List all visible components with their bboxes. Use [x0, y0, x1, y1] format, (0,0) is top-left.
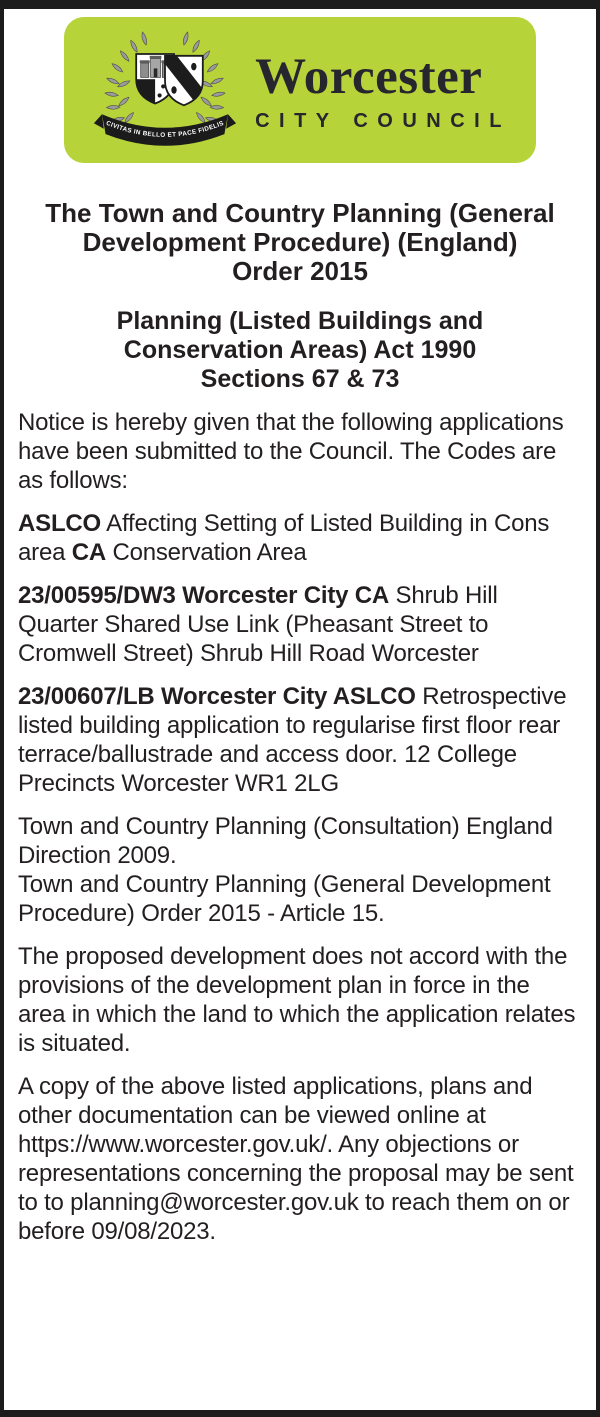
- closing-text: A copy of the above listed applications, plans and other documentation can be viewed online at https://www.worcester.gov.uk/. Any objections or representations concerning the proposal may be sent to to planning@worcester.gov.uk to reach them on or before 09/08/2023.: [18, 1073, 574, 1245]
- council-logo-card: [64, 17, 536, 163]
- legislation-paragraph: [18, 812, 582, 928]
- intro-text: Notice is hereby given that the following applications have been submitted to the Council. The Codes are as follows:: [18, 409, 564, 494]
- code-ca: CA: [71, 539, 106, 566]
- application-entry: [18, 581, 582, 668]
- application-desc: Retrospective listed building application to regularise first floor rear terrace/ballustrade and access door. 12 College Precincts Worcester WR1 2LG: [18, 683, 567, 797]
- act-heading: [16, 307, 584, 394]
- motto-text: CIVITAS IN BELLO ET PACE FIDELIS: [105, 119, 226, 139]
- notice-body: [16, 408, 584, 1246]
- code-aslco-desc: Affecting Setting of Listed Building in Cons area: [18, 510, 550, 566]
- statement-paragraph: [18, 942, 582, 1058]
- codes-paragraph: [18, 509, 582, 567]
- code-aslco: ASLCO: [18, 510, 102, 537]
- code-ca-desc: Conservation Area: [105, 539, 307, 566]
- worcester-city-crest-icon: [89, 27, 241, 153]
- act-heading-line: Planning (Listed Buildings and: [116, 307, 484, 335]
- order-heading-line: Order 2015: [232, 256, 368, 286]
- order-heading: [16, 199, 584, 286]
- legislation-line: Town and Country Planning (General Development Procedure) Order 2015 - Article 15.: [18, 871, 551, 927]
- brand-block: [255, 47, 511, 133]
- intro-paragraph: [18, 408, 582, 495]
- act-heading-line: Conservation Areas) Act 1990: [123, 336, 477, 364]
- order-heading-line: Development Procedure) (England): [82, 227, 518, 257]
- application-ref: 23/00607/LB Worcester City ASLCO: [18, 683, 416, 710]
- right-shield: [161, 52, 206, 105]
- application-entry: [18, 682, 582, 798]
- application-ref: 23/00595/DW3 Worcester City CA: [18, 582, 390, 609]
- order-heading-line: The Town and Country Planning (General: [45, 198, 555, 228]
- brand-subtitle: CITY COUNCIL: [255, 110, 511, 132]
- legislation-line: Town and Country Planning (Consultation) England Direction 2009.: [18, 813, 553, 869]
- statement-text: The proposed development does not accord with the provisions of the development plan in force in the area in which the land to which the application relates is situated.: [18, 943, 576, 1057]
- closing-paragraph: [18, 1072, 582, 1246]
- brand-name: Worcester: [255, 48, 483, 105]
- application-desc: Shrub Hill Quarter Shared Use Link (Pheasant Street to Cromwell Street) Shrub Hill Road Worcester: [18, 582, 498, 667]
- act-heading-line: Sections 67 & 73: [200, 365, 400, 393]
